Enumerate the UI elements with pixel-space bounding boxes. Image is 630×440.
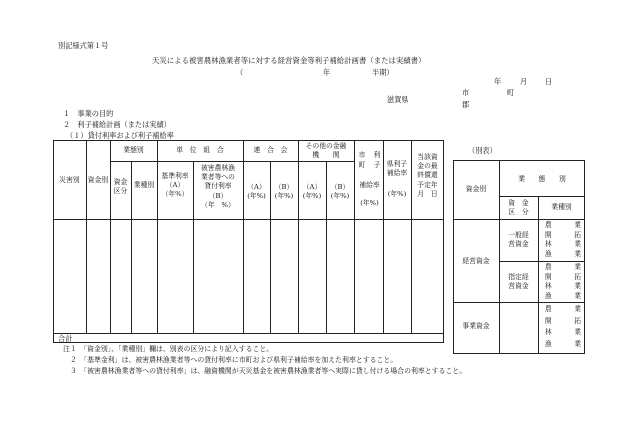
industry-char: 業 (574, 249, 581, 258)
apx-rule (453, 302, 585, 303)
header-bottom-rule (53, 219, 444, 220)
industry-char: 業 (574, 221, 581, 229)
industry-char: 拓 (574, 272, 581, 281)
col-sep (354, 140, 355, 333)
other-fin-line: その他の金融 (305, 142, 347, 150)
apx-rule (499, 196, 585, 197)
apx-industry-list-2 (545, 263, 581, 301)
other-b-line: (年%) (330, 192, 350, 201)
period-year: 年 (323, 68, 331, 77)
col-sep (110, 140, 111, 333)
apx-fund-class (499, 199, 538, 217)
industry-char: 業 (574, 291, 581, 300)
fund-class-line: 区分 (113, 187, 128, 196)
note-1: 注１ 「資金別」、「業種別」欄は、別表の区分により記入すること。 (63, 345, 274, 353)
industry-char: 農 (545, 263, 552, 271)
appendix-label: （別表） (468, 146, 497, 155)
city-rate-char: 市 (358, 151, 366, 159)
designated-fund-line: 営資金 (508, 282, 529, 291)
city-rate-char: 率 (372, 181, 380, 189)
apx-business-fund: 事業資金 (462, 322, 490, 330)
industry-char: 漁 (545, 291, 552, 300)
form-number: 別記様式第１号 (58, 41, 109, 50)
industry-char: 農 (545, 221, 552, 229)
col-city-rate (356, 151, 368, 171)
redemption-line: 終償還 (417, 171, 438, 180)
industry-char: 農 (545, 305, 552, 313)
city-machi: 町 (507, 88, 515, 97)
loan-rate-line: （年 %） (201, 200, 235, 209)
date-year: 年 (494, 77, 502, 86)
base-rate-line: 基準利率 (161, 172, 189, 180)
document-title: 天災による被害農林漁業者等に対する経営資金等利子補給計画書（または実績書） (152, 56, 426, 65)
base-rate-line: （年%） (161, 190, 189, 199)
fed-b-line: （B） (274, 183, 294, 191)
apx-industry-list-1 (545, 221, 581, 259)
col-disaster: 災害別 (59, 176, 80, 184)
industry-char: 業 (574, 263, 581, 271)
city-rate-char: 町 (358, 160, 366, 169)
col-sep (243, 140, 244, 333)
apx-fund-class-line: 資 金 (508, 199, 529, 207)
col-sep (86, 140, 87, 333)
apx-industry-list-3 (545, 304, 581, 350)
industry-char: 業 (574, 305, 581, 313)
pref-rate-line: 県利子 (386, 160, 408, 168)
col-industry: 業種別 (133, 181, 155, 189)
industry-char: 漁 (545, 339, 552, 348)
industry-char: 開 (545, 272, 552, 281)
apx-col-sep (499, 160, 500, 354)
loan-rate-line: （B） (208, 191, 228, 200)
redemption-line: 月 日 (417, 189, 438, 198)
redemption-line: 当該資 (417, 153, 438, 161)
industry-char: 漁 (545, 249, 552, 258)
industry-char: 開 (545, 230, 552, 239)
base-rate-line: （A） (165, 181, 185, 190)
note-2: ２ 「基準金利」は、被害農林漁業者等への貸付利率に市町および県利子補給率を加えた利率とすること。 (63, 356, 398, 364)
col-unit-coop: 単 位 組 合 (176, 146, 224, 154)
section-2: ２ 利子補給計画（または実績） (63, 120, 171, 129)
total-label: 合計 (58, 334, 73, 343)
apx-business: 業 態 別 (518, 175, 566, 183)
section-1: １ 事業の目的 (63, 109, 114, 118)
other-b (326, 183, 354, 201)
col-fund-class (110, 178, 131, 196)
col-city-rate-2 (371, 151, 383, 171)
city-shi: 市 (462, 88, 470, 97)
col-redemption (411, 153, 444, 199)
pref-rate-line: 補給率 (386, 169, 408, 178)
other-a-line: （A） (302, 183, 322, 191)
industry-char: 業 (574, 339, 581, 348)
loan-rate-line: 被害農林漁 (201, 164, 235, 172)
apx-designated-fund (499, 273, 538, 291)
col-city-rate-3 (356, 181, 383, 209)
other-a (298, 183, 326, 201)
city-rate-char: 子 (373, 160, 381, 169)
fed-a-line: (年%) (247, 192, 266, 201)
redemption-line: 金の最 (417, 162, 438, 171)
fund-class-line: 資金 (113, 178, 128, 186)
apx-operating-fund: 経営資金 (462, 257, 490, 265)
loan-rate-line: 貸付利率 (204, 182, 232, 191)
col-pref-rate (383, 160, 411, 200)
city-rate-unit: (年%) (360, 198, 379, 207)
industry-char: 拓 (574, 316, 581, 325)
general-fund-line: 一般経 (508, 231, 529, 239)
total-rule (53, 333, 444, 334)
pref-rate-line: (年%) (387, 190, 407, 199)
fed-a (243, 183, 270, 201)
note-3: ３ 「被害農林漁業者等への貸付利率」は、融資機関が天災基金を被害農林漁業者等へ実際に貸し付ける場合の利率とすること。 (63, 367, 467, 375)
fed-b-line: (年%) (274, 192, 294, 201)
col-sep (157, 140, 158, 333)
industry-char: 林 (545, 328, 552, 337)
col-federation: 連 合 会 (253, 146, 288, 154)
apx-fund: 資金別 (465, 185, 487, 193)
section-2-1: （１）貸付利率および利子補給率 (66, 131, 174, 140)
date-day: 日 (545, 77, 553, 86)
designated-fund-line: 指定経 (508, 273, 529, 281)
col-loan-rate (193, 164, 243, 210)
group-header-rule (110, 161, 354, 162)
apx-col-sep (538, 196, 539, 354)
prefecture-label: 滋賀県 (387, 95, 409, 104)
redemption-line: 予定年 (417, 180, 438, 189)
city-rate-char: 給 (366, 181, 373, 189)
col-business: 業態別 (123, 146, 144, 154)
period-paren: （ (236, 68, 244, 77)
apx-rule (499, 261, 585, 262)
industry-char: 拓 (574, 230, 581, 239)
city-rate-char: 利 (373, 151, 381, 159)
city-rate-char: 補 (359, 181, 367, 189)
apx-fund-class-line: 区 分 (508, 208, 529, 217)
fed-b (270, 183, 298, 201)
fed-a-line: （A） (247, 183, 266, 191)
industry-char: 業 (574, 282, 581, 291)
general-fund-line: 営資金 (508, 240, 529, 249)
other-fin-line: 機 関 (312, 151, 340, 160)
other-a-line: (年%) (302, 192, 322, 201)
industry-char: 林 (545, 240, 552, 249)
apx-rule (453, 219, 585, 220)
col-fund: 資金別 (87, 176, 109, 184)
period-half: 半期） (372, 68, 394, 77)
col-sep (298, 140, 299, 333)
industry-char: 林 (545, 282, 552, 291)
col-base-rate (157, 172, 193, 200)
date-month: 月 (520, 77, 528, 86)
industry-char: 業 (574, 328, 581, 337)
apx-industry: 業種別 (551, 203, 572, 211)
industry-char: 業 (574, 240, 581, 249)
apx-general-fund (499, 231, 538, 249)
other-b-line: （B） (330, 183, 350, 191)
loan-rate-line: 業者等への (201, 173, 235, 182)
industry-char: 開 (545, 316, 552, 325)
city-gun: 郡 (462, 100, 470, 109)
col-other-finance (298, 142, 354, 160)
